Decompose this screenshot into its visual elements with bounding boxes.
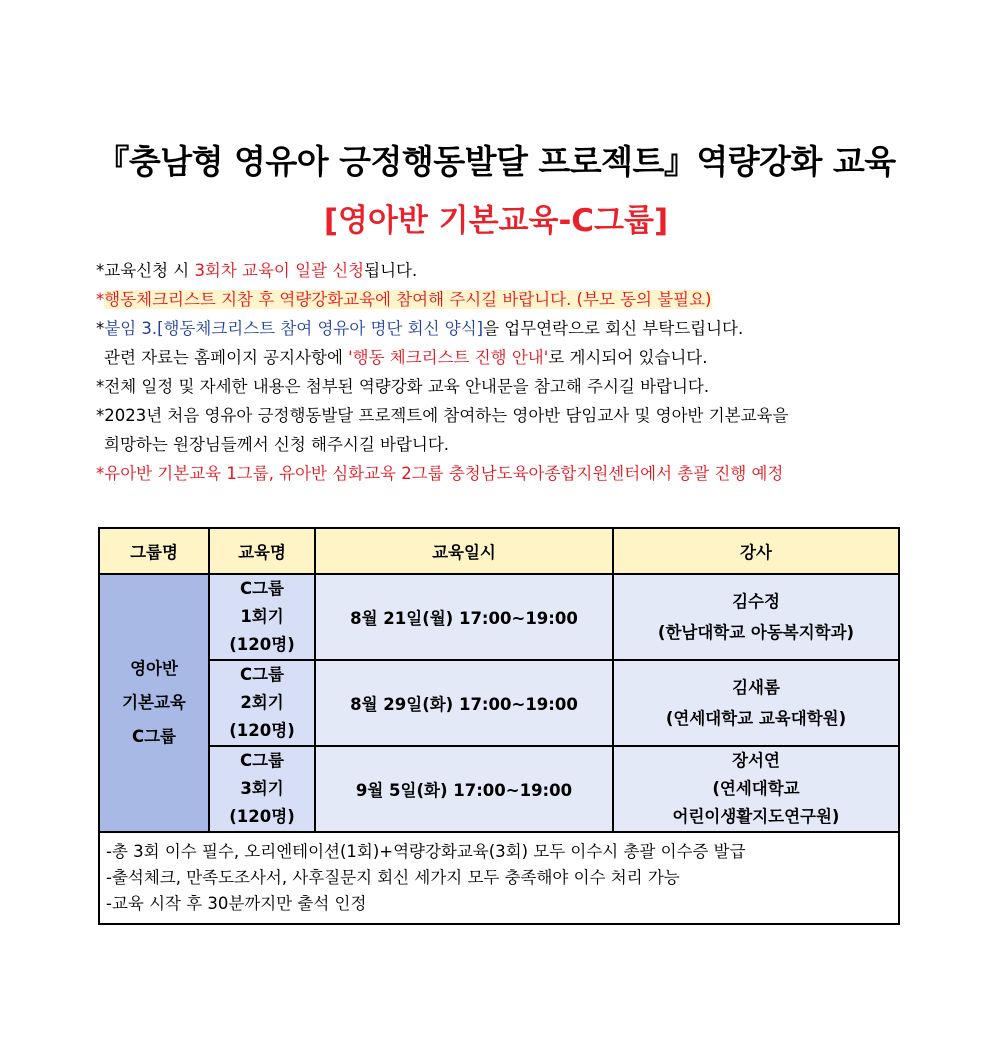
notice-item-8: *유아반 기본교육 1그룹, 유아반 심화교육 2그룹 충청남도육아종합지원센터에서 총괄 진행 예정 [96,464,784,483]
notice-item-5: *전체 일정 및 자세한 내용은 첨부된 역량강화 교육 안내문을 참고해 주시길 바랍니다. [96,377,710,396]
edu-line: (120명) [229,807,295,826]
datetime-cell: 8월 29일(화) 17:00~19:00 [315,660,613,746]
edu-line: 2회기 [240,693,284,712]
lecturer-affiliation: 어린이생활지도연구원) [672,807,840,826]
table-header-row [99,528,899,574]
page-title: 『충남형 영유아 긍정행동발달 프로젝트』역량강화 교육 [96,142,896,181]
notice-text: *교육신청 시 [96,261,195,280]
notice-text: 을 업무연락으로 회신 부탁드립니다. [483,319,744,338]
lecturer-cell [613,574,899,660]
edu-line: C그룹 [240,579,284,598]
notice-item-1 [96,256,916,285]
edu-cell [209,660,315,746]
notice-item-3 [96,314,916,343]
notice-text: 됩니다. [364,261,418,280]
group-line: C그룹 [132,727,176,746]
edu-line: (120명) [229,635,295,654]
edu-cell [209,746,315,832]
table-row [99,746,899,832]
notice-item-2 [96,285,916,314]
footer-note: -출석체크, 만족도조사서, 사후질문지 회신 세가지 모두 충족해야 이수 처리 가능 [106,868,680,887]
group-line: 기본교육 [122,693,186,712]
lecturer-affiliation: (연세대학교 교육대학원) [665,709,847,728]
lecturer-name: 김새롬 [732,678,780,697]
lecturer-cell [613,746,899,832]
edu-cell [209,574,315,660]
notice-list [96,256,916,488]
notice-item-7: 희망하는 원장님들께서 신청 해주시길 바랍니다. [104,435,450,454]
edu-line: C그룹 [240,665,284,684]
table-row [99,574,899,660]
footer-note: -교육 시작 후 30분까지만 출석 인정 [106,894,367,913]
lecturer-name: 장서연 [732,751,780,770]
edu-line: (120명) [229,721,295,740]
datetime-cell: 9월 5일(화) 17:00~19:00 [315,746,613,832]
header-edu: 교육명 [209,528,315,574]
notice-item-6: *2023년 처음 영유아 긍정행동발달 프로젝트에 참여하는 영아반 담임교사 및 영아반 기본교육을 [96,406,789,425]
lecturer-affiliation: (한남대학교 아동복지학과) [657,623,855,642]
lecturer-name: 김수정 [732,592,780,611]
page-subtitle: [영아반 기본교육-C그룹] [323,203,669,239]
group-cell [99,574,209,832]
notice-text: 관련 자료는 홈페이지 공지사항에 [104,348,349,367]
header-datetime: 교육일시 [315,528,613,574]
header-group: 그룹명 [99,528,209,574]
notice-text: * [96,319,105,338]
notice-attachment-name: 붙임 3.[행동체크리스트 참여 영유아 명단 회신 양식] [104,319,484,338]
footer-notes [99,832,899,924]
edu-line: C그룹 [240,751,284,770]
lecturer-affiliation: (연세대학교 [712,779,800,798]
notice-text: 로 게시되어 있습니다. [548,348,708,367]
header-lecturer: 강사 [613,528,899,574]
table-footer-row [99,832,899,924]
group-line: 영아반 [130,659,178,678]
lecturer-cell [613,660,899,746]
datetime-cell: 8월 21일(월) 17:00~19:00 [315,574,613,660]
schedule-table [98,527,900,925]
notice-highlight: '행동 체크리스트 진행 안내' [348,348,549,367]
footer-note: -총 3회 이수 필수, 오리엔테이션(1회)+역량강화교육(3회) 모두 이수시 총괄 이수증 발급 [106,842,746,861]
edu-line: 1회기 [240,607,284,626]
table-row [99,660,899,746]
notice-highlight: 3회차 교육이 일괄 신청 [194,261,365,280]
notice-item-4 [96,343,916,372]
notice-highlight: 행동체크리스트 지참 후 역량강화교육에 참여해 주시길 바랍니다. (부모 동의 불필요) [104,290,712,309]
edu-line: 3회기 [240,779,284,798]
notice-text: * [96,290,105,309]
